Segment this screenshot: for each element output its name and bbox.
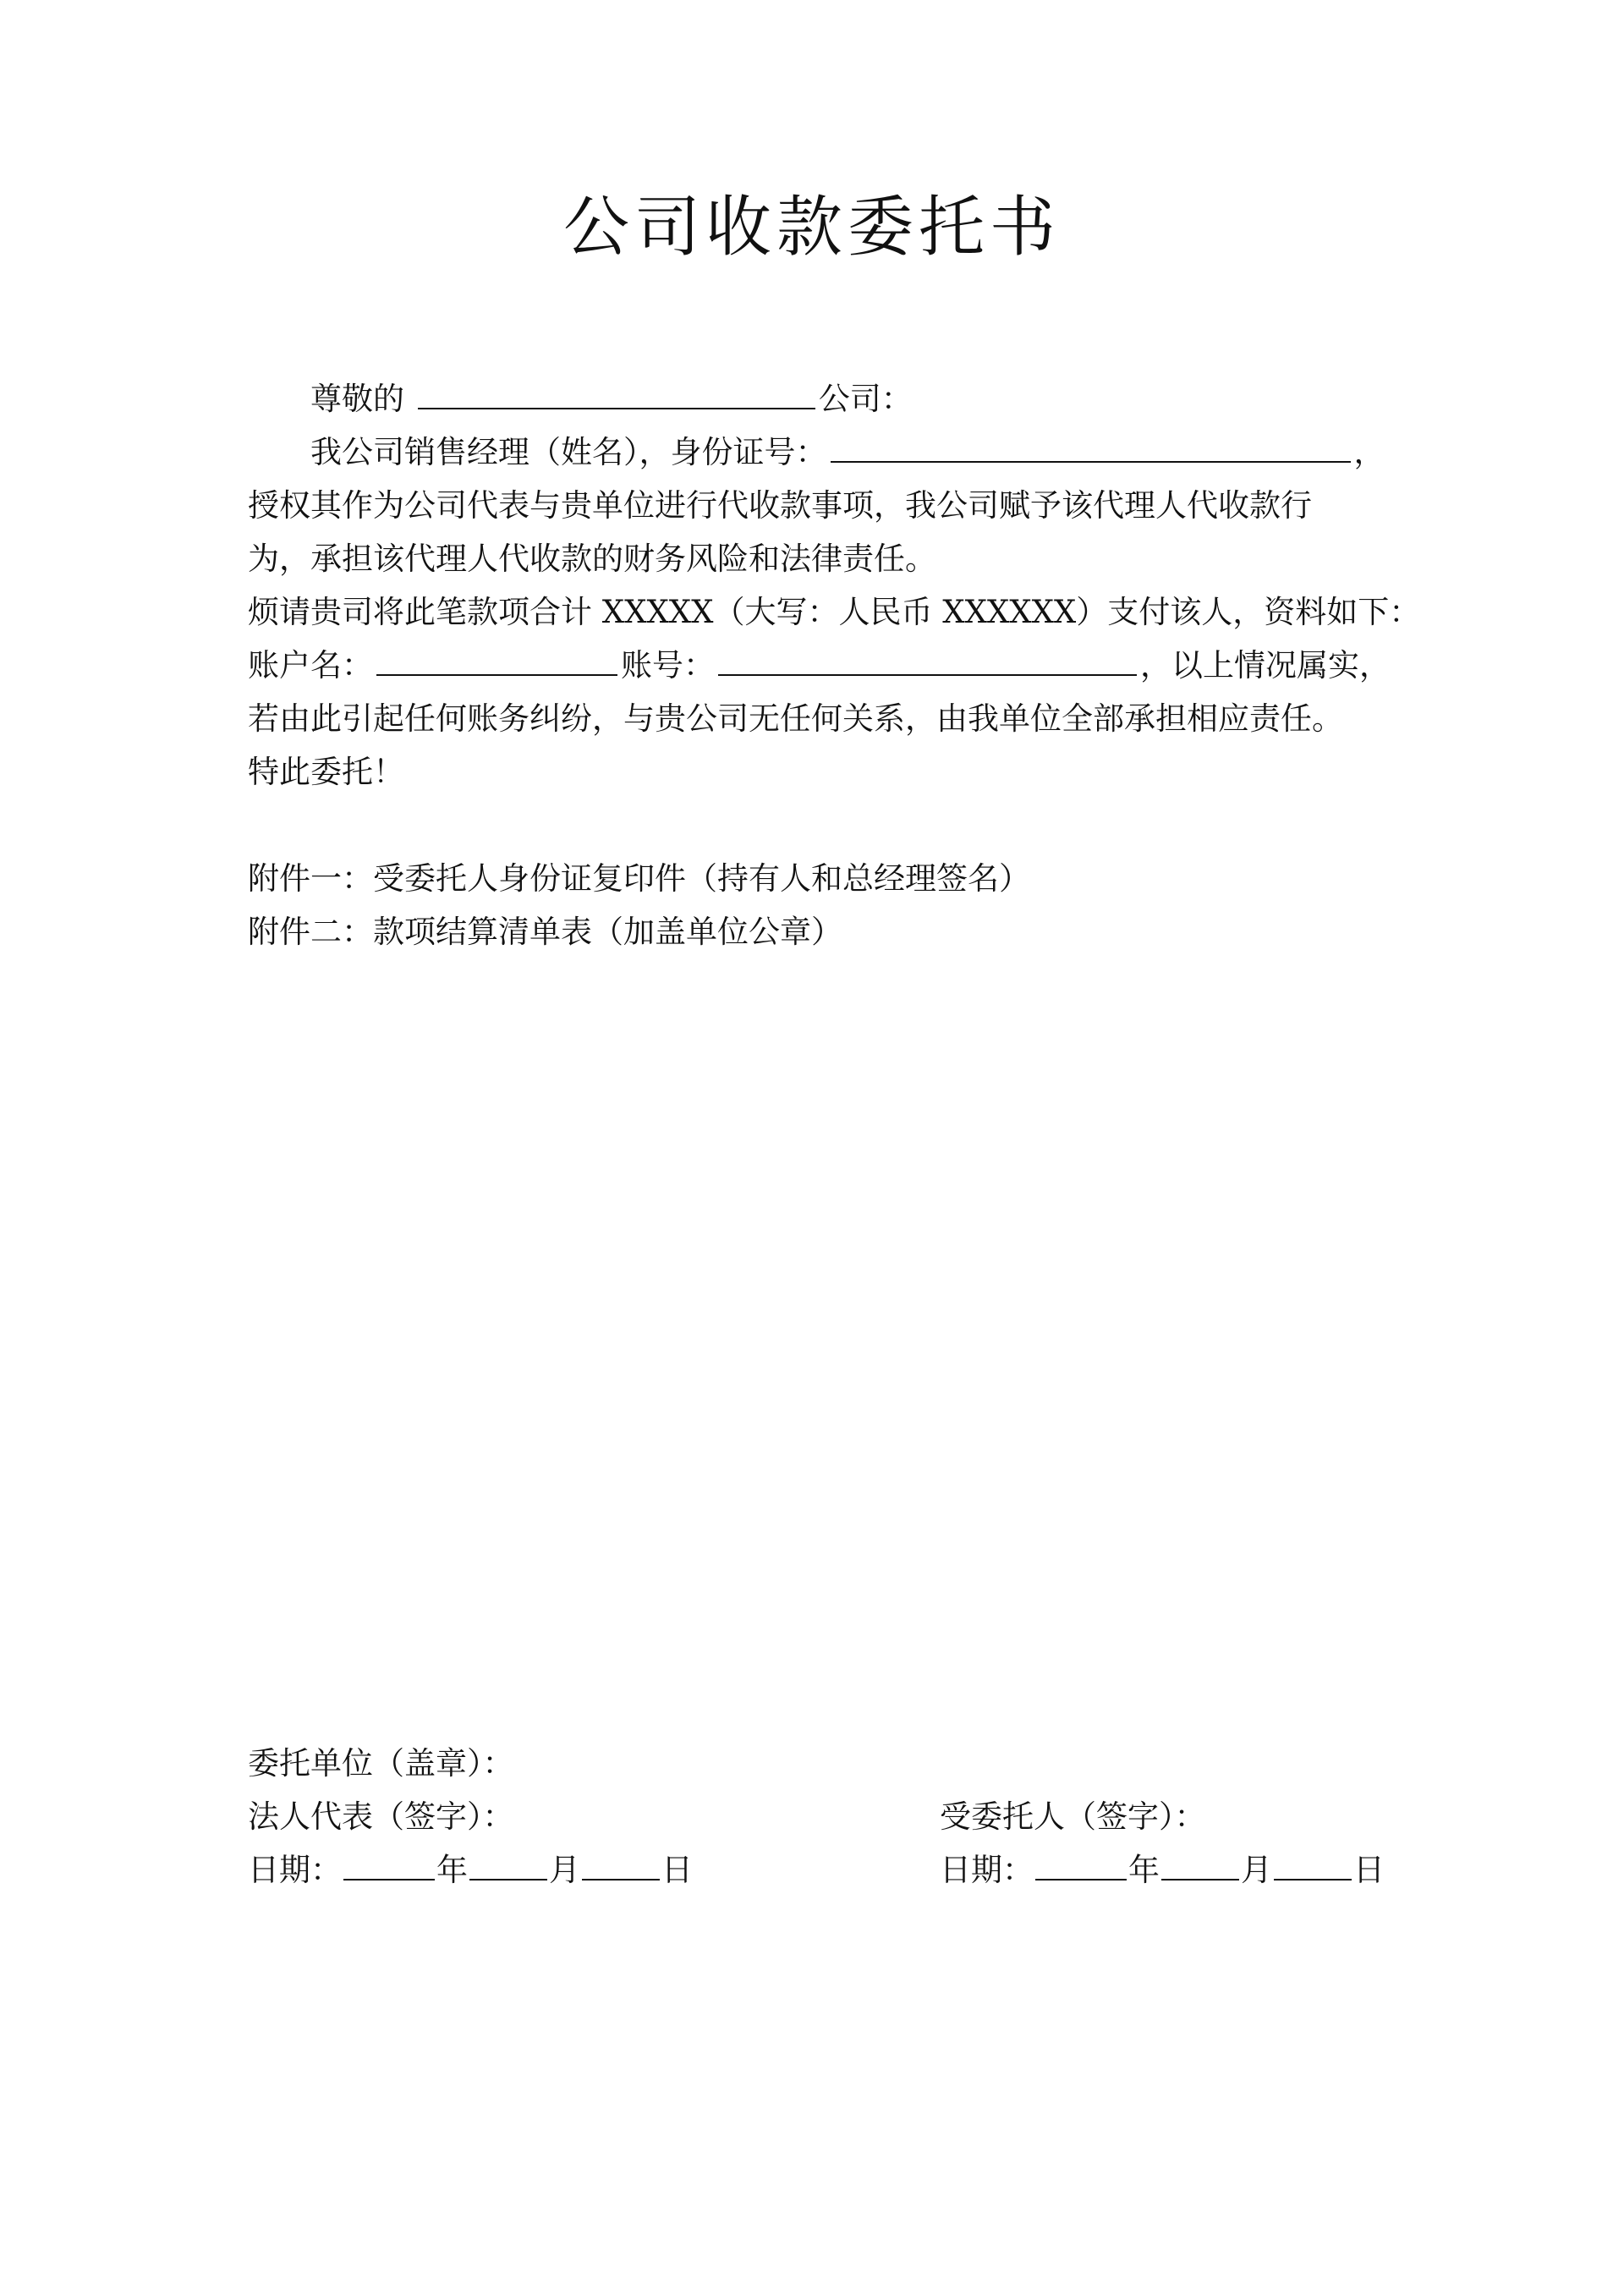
para1-line3: 为，承担该代理人代收款的财务风险和法律责任。 [248, 541, 936, 577]
id-number-blank[interactable] [831, 427, 1351, 463]
left-date-label: 日期： [248, 1852, 342, 1888]
company-name-blank[interactable] [418, 374, 815, 409]
para1-line2: 授权其作为公司代表与贵单位进行代收款事项，我公司赋予该代理人代收款行 [248, 487, 1312, 524]
para2-line1: 烦请贵司将此笔款项合计 XXXXX（大写：人民币 XXXXXX）支付该人，资料如下： [248, 594, 1421, 630]
left-day-label: 日 [661, 1852, 693, 1888]
account-no-blank[interactable] [718, 640, 1137, 676]
right-date [940, 1843, 1385, 1897]
trustee-label: 受委托人（签字）： [940, 1798, 1206, 1835]
document-body [248, 372, 1421, 958]
left-month-label: 月 [549, 1852, 580, 1888]
para1-line1-suffix: ， [1353, 434, 1385, 470]
attachment-2: 附件二：款项结算清单表（加盖单位公章） [248, 914, 842, 950]
greeting-suffix: 公司： [818, 381, 913, 417]
greeting-prefix: 尊敬的 [310, 381, 404, 417]
left-date [248, 1852, 693, 1888]
para2-line3: 若由此引起任何账务纠纷，与贵公司无任何关系，由我单位全部承担相应责任。 [248, 700, 1343, 737]
right-year-label: 年 [1128, 1852, 1160, 1888]
entrusting-unit-label: 委托单位（盖章）： [248, 1745, 514, 1782]
date-row [248, 1843, 1385, 1897]
para2-line2 [248, 639, 1391, 692]
left-year-blank[interactable] [343, 1845, 435, 1880]
signer-row [248, 1790, 1385, 1843]
para2-line4: 特此委托！ [248, 754, 404, 790]
left-month-blank[interactable] [469, 1845, 547, 1880]
para2-line2-suffix: ，以上情况属实， [1140, 647, 1391, 684]
right-month-label: 月 [1241, 1852, 1272, 1888]
account-name-blank[interactable] [376, 640, 617, 676]
left-day-blank[interactable] [582, 1845, 660, 1880]
left-year-label: 年 [436, 1852, 468, 1888]
spacer [248, 799, 1385, 852]
para1-line1 [248, 426, 1385, 479]
right-year-blank[interactable] [1035, 1845, 1127, 1880]
account-name-label: 账户名： [248, 647, 373, 684]
signature-block [248, 1737, 1385, 1897]
right-month-blank[interactable] [1161, 1845, 1239, 1880]
legal-rep-label: 法人代表（签字）： [248, 1798, 514, 1835]
account-no-label: 账号： [621, 647, 715, 684]
document-title: 公司收款委托书 [562, 189, 1061, 266]
right-day-blank[interactable] [1274, 1845, 1352, 1880]
attachment-1: 附件一：受委托人身份证复印件（持有人和总经理签名） [248, 860, 1030, 897]
para1-line1-prefix: 我公司销售经理（姓名），身份证号： [310, 434, 827, 470]
greeting-line [248, 372, 1385, 426]
entrusting-unit-row [248, 1737, 1385, 1790]
right-day-label: 日 [1353, 1852, 1385, 1888]
right-date-label: 日期： [940, 1852, 1034, 1888]
